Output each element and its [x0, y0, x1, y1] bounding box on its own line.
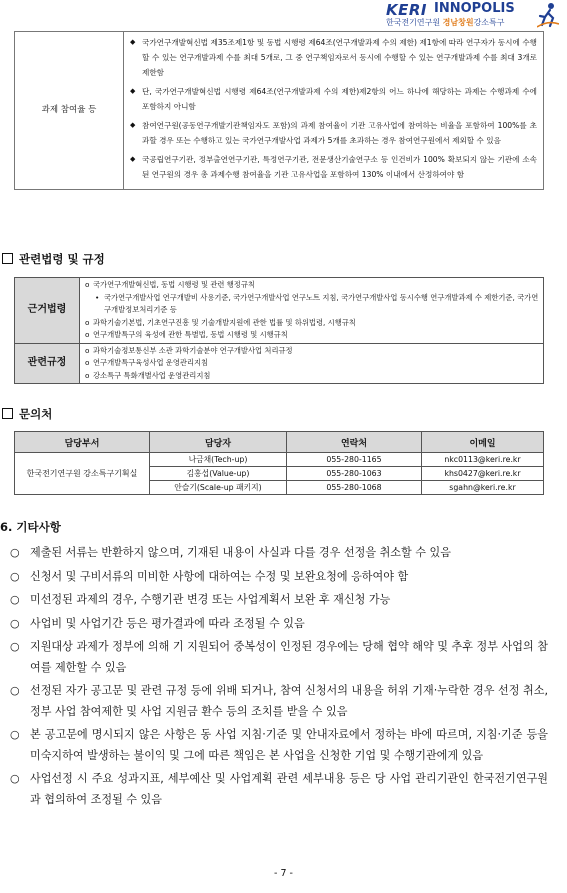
square-bullet-icon [2, 408, 13, 419]
contact-email[interactable]: nkc0113@keri.re.kr [422, 453, 544, 467]
etc-item: ○ 사업선정 시 주요 성과지표, 세부예산 및 사업계획 관련 세부내용 등은 당 사업 관리기관인 한국전기연구원과 협의하여 조정될 수 있음 [10, 769, 548, 810]
square-bullet-icon [2, 253, 13, 264]
contact-row [15, 453, 544, 467]
contact-phone: 055-280-1165 [287, 453, 422, 467]
laws-items [80, 343, 544, 384]
laws-item: o 과학기술정보통신부 소관 과학기술분야 연구개발사업 처리규정 [84, 345, 539, 358]
participation-body [124, 32, 544, 190]
laws-item: o 국가연구개발혁신법, 동법 시행령 및 관련 행정규칙 [84, 279, 539, 292]
participation-bullet: ◆ 참여연구원(공동연구개발기관책임자도 포함)의 과제 참여율이 기관 고유사업에 참여하는 비율을 포함하여 100%를 초과할 경우 또는 수행하고 있는 국가연구개발사업 과제가 5개를 초과하는 경우 참여연구원에서 제외할 수 있음 [130, 118, 537, 148]
laws-sub-item: • 국가연구개발사업 연구개발비 사용기준, 국가연구개발사업 연구노트 지침, 국가연구개발사업 동시수행 연구개발과제 수 제한기준, 국가연구개발정보처리기준 등 [84, 292, 539, 317]
etc-item: ○ 제출된 서류는 반환하지 않으며, 기재된 내용이 사실과 다를 경우 선정을 취소할 수 있음 [10, 543, 548, 564]
logo-subtitle-tail: 강소특구 [473, 18, 505, 27]
laws-item: o 연구개발특구육성사업 운영관리지침 [84, 357, 539, 370]
participation-bullet: ◆ 국공립연구기관, 정부출연연구기관, 특정연구기관, 전문생산기술연구소 등 인건비가 100% 확보되지 않는 기관에 소속된 연구원의 경우 총 과제수행 참여율을 기관 고유사업을 포함하여 130% 이내에서 산정하여야 함 [130, 152, 537, 182]
laws-category: 관련규정 [15, 343, 80, 384]
contact-email[interactable]: khs0427@keri.re.kr [422, 467, 544, 481]
logo-innopolis-text: INNOPOLIS [434, 1, 515, 16]
participation-bullet: ◆ 국가연구개발혁신법 제35조제1항 및 동법 시행령 제64조(연구개발과제 수의 제한) 제1항에 따라 연구자가 동시에 수행할 수 있는 연구개발과제 수를 최대 5개로, 그 중 연구책임자로서 동시에 수행할 수 있는 연구개발과제 수를 최대 3개로 제한함 [130, 35, 537, 80]
participation-row [15, 32, 544, 190]
contact-phone: 055-280-1068 [287, 481, 422, 495]
laws-item: o 강소특구 특화개별사업 운영관리지침 [84, 370, 539, 383]
contact-header-row [15, 432, 544, 453]
logo-subtitle-right: 경남창원 [442, 18, 474, 27]
laws-heading [2, 251, 105, 267]
laws-category: 근거법령 [15, 278, 80, 344]
participation-table [14, 31, 544, 190]
logo-keri-text: KERI [386, 1, 428, 19]
contact-email[interactable]: sgahn@keri.re.kr [422, 481, 544, 495]
contact-header-person: 담당자 [150, 432, 287, 453]
etc-item: ○ 미선정된 과제의 경우, 수행기관 변경 또는 사업계획서 보완 후 재신청 가능 [10, 590, 548, 611]
laws-heading-text: 관련법령 및 규정 [19, 252, 105, 266]
contact-table [14, 431, 544, 495]
page-number: - 7 - [274, 868, 293, 879]
etc-list [10, 543, 548, 813]
etc-item: ○ 지원대상 과제가 정부에 의해 기 지원되어 중복성이 인정된 경우에는 당해 협약 해약 및 추후 정부 사업의 참여를 제한할 수 있음 [10, 637, 548, 678]
contact-department: 한국전기연구원 강소특구기획실 [15, 453, 150, 495]
etc-item: ○ 신청서 및 구비서류의 미비한 사항에 대하여는 수정 및 보완요청에 응하여야 함 [10, 567, 548, 588]
contact-name: 나금채(Tech-up) [150, 453, 287, 467]
keri-innopolis-logo [384, 2, 559, 30]
contact-name: 안슬기(Scale-up 패키지) [150, 481, 287, 495]
laws-item: o 과학기술기본법, 기초연구진흥 및 기술개발지원에 관한 법률 및 하위법령, 시행규칙 [84, 317, 539, 330]
contact-heading [2, 406, 52, 422]
etc-item: ○ 사업비 및 사업기간 등은 평가결과에 따라 조정될 수 있음 [10, 614, 548, 635]
logo-subtitle [386, 17, 505, 28]
participation-bullet: ◆ 단, 국가연구개발혁신법 시행령 제64조(연구개발과제 수의 제한)제2항의 어느 하나에 해당하는 과제는 수행과제 수에 포함하지 아니함 [130, 84, 537, 114]
participation-label: 과제 참여율 등 [15, 32, 124, 190]
runner-icon [537, 2, 559, 28]
laws-item: o 연구개발특구의 육성에 관한 특별법, 동법 시행령 및 시행규칙 [84, 329, 539, 342]
etc-item: ○ 선정된 자가 공고문 및 관련 규정 등에 위배 되거나, 참여 신청서의 내용을 허위 기재·누락한 경우 선정 취소, 정부 사업 참여제한 및 사업 지원금 환수 등의 조치를 받을 수 있음 [10, 681, 548, 722]
contact-header-email: 이메일 [422, 432, 544, 453]
contact-name: 김홍섭(Value-up) [150, 467, 287, 481]
etc-heading: 6. 기타사항 [0, 520, 61, 534]
contact-header-phone: 연락처 [287, 432, 422, 453]
laws-table [14, 277, 544, 384]
logo-subtitle-left: 한국전기연구원 [386, 18, 441, 27]
contact-heading-text: 문의처 [19, 407, 53, 421]
contact-header-dept: 담당부서 [15, 432, 150, 453]
contact-phone: 055-280-1063 [287, 467, 422, 481]
laws-row-basis [15, 278, 544, 344]
laws-row-regulations [15, 343, 544, 384]
laws-items [80, 278, 544, 344]
etc-item: ○ 본 공고문에 명시되지 않은 사항은 동 사업 지침·기준 및 안내자료에서 정하는 바에 따르며, 지침·기준 등을 미숙지하여 발생하는 불이익 및 그에 따른 책임은 본 사업을 신청한 기업 및 수행기관에게 있음 [10, 725, 548, 766]
